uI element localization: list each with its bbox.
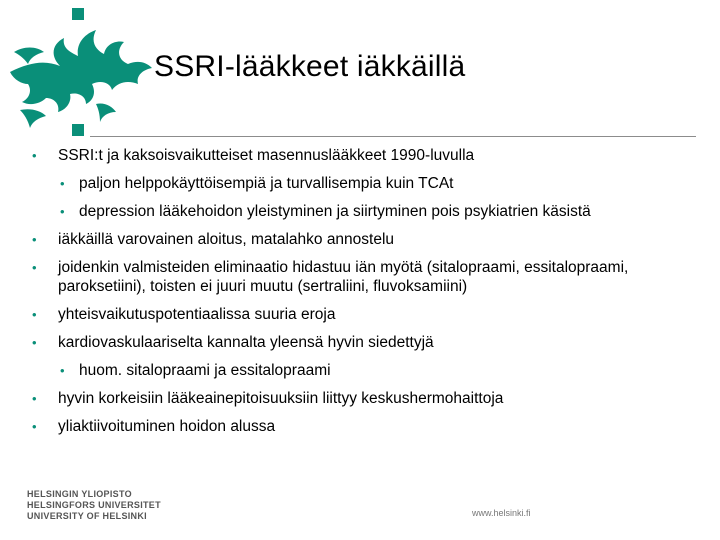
bullet-dot-icon: • [60, 204, 65, 219]
bullet-item [32, 417, 712, 436]
slide-title: SSRI-lääkkeet iäkkäillä [154, 50, 466, 83]
bullet-dot-icon: • [32, 307, 37, 322]
bullet-text: yhteisvaikutuspotentiaalissa suuria eroja [58, 306, 336, 323]
sub-bullet-item [60, 202, 712, 221]
bullet-text: huom. sitalopraami ja essitalopraami [79, 362, 331, 379]
bullet-dot-icon: • [32, 148, 37, 163]
university-name-en: UNIVERSITY OF HELSINKI [27, 511, 147, 521]
bullet-item [32, 258, 712, 296]
university-name-sv: HELSINGFORS UNIVERSITET [27, 500, 161, 510]
bullet-text: SSRI:t ja kaksoisvaikutteiset masennuslääkkeet 1990-luvulla [58, 147, 475, 164]
bullet-item [32, 389, 712, 408]
sub-bullet-item [60, 361, 712, 380]
bullet-text: kardiovaskulaariselta kannalta yleensä hyvin siedettyjä [58, 334, 434, 351]
bullet-dot-icon: • [60, 176, 65, 191]
university-wordmark [27, 489, 161, 522]
sub-bullet-item [60, 174, 712, 193]
bullet-text: hyvin korkeisiin lääkeainepitoisuuksiin liittyy keskushermohaittoja [58, 390, 504, 407]
bullet-text: joidenkin valmisteiden eliminaatio hidastuu iän myötä (sitalopraami, essitalopraami, paroksetiini), toisten ei juuri muutu (sertraliini, fluvoksamiini) [58, 259, 629, 295]
bullet-text: yliaktiivoituminen hoidon alussa [58, 418, 276, 435]
bullet-dot-icon: • [32, 335, 37, 350]
bullet-dot-icon: • [60, 363, 65, 378]
bullet-item [32, 146, 712, 165]
bullet-dot-icon: • [32, 232, 37, 247]
bullet-dot-icon: • [32, 419, 37, 434]
bullet-item [32, 230, 712, 249]
bullet-item [32, 305, 712, 324]
university-logo-icon [0, 0, 160, 145]
website-link[interactable]: www.helsinki.fi [472, 508, 531, 518]
bullet-text: paljon helppokäyttöisempiä ja turvallisempia kuin TCAt [79, 175, 454, 192]
bullet-text: iäkkäillä varovainen aloitus, matalahko annostelu [58, 231, 395, 248]
bullet-item [32, 333, 712, 352]
university-name-fi: HELSINGIN YLIOPISTO [27, 489, 132, 499]
bullet-list [32, 146, 712, 445]
bullet-dot-icon: • [32, 391, 37, 406]
title-divider [90, 136, 696, 137]
bullet-text: depression lääkehoidon yleistyminen ja siirtyminen pois psykiatrien käsistä [79, 203, 591, 220]
bullet-dot-icon: • [32, 260, 37, 275]
